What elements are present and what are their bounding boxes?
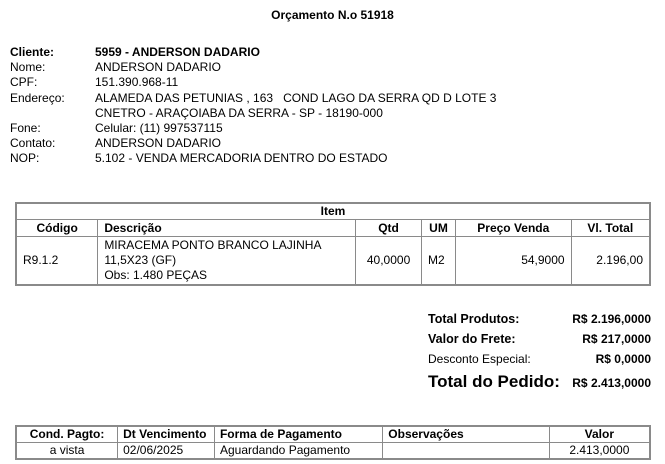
cpf-row [10,75,496,90]
table-row [16,443,650,460]
name-row [10,60,496,75]
phone-label: Fone: [10,120,41,135]
nop-value: 5.102 - VENDA MERCADORIA DENTRO DO ESTADO [95,151,388,166]
item-price: 54,9000 [456,237,572,286]
order-total-label: Total do Pedido: [428,372,560,391]
address-label-empty [10,106,95,121]
totals-block [428,312,651,392]
items-caption-row [16,203,650,220]
phone-value: Celular: (11) 997537115 [95,120,223,135]
header-code: Código [16,220,98,237]
freight-label: Valor do Frete: [428,332,516,346]
cpf-label: CPF: [10,75,38,90]
item-description-line1: MIRACEMA PONTO BRANCO LAJINHA [104,238,322,252]
address-row [10,91,496,106]
item-total: 2.196,00 [571,237,650,286]
discount-row [428,352,651,372]
header-price: Preço Venda [456,220,572,237]
cpf-value: 151.390.968-11 [95,75,179,90]
payment-table [15,425,651,460]
payment-condition: a vista [16,443,118,460]
total-products-row [428,312,651,332]
client-info [10,45,496,167]
payment-method: Aguardando Pagamento [214,443,382,460]
address-value-line2: CNETRO - ARAÇOIABA DA SERRA - SP - 18190-000 [95,105,383,120]
item-code: R9.1.2 [16,237,98,286]
payment-notes [383,443,549,460]
header-notes: Observações [383,426,549,443]
item-description [98,237,356,286]
name-label: Nome: [10,60,46,75]
header-method: Forma de Pagamento [214,426,382,443]
order-total-value: R$ 2.413,0000 [572,376,651,390]
header-amount: Valor [549,426,650,443]
order-total-row [428,372,651,392]
address-value-line1: ALAMEDA DAS PETUNIAS , 163 COND LAGO DA SERRA QD D LOTE 3 [95,90,497,105]
total-products-label: Total Produtos: [428,312,520,326]
client-value: 5959 - ANDERSON DADARIO [95,45,260,59]
name-value: ANDERSON DADARIO [95,60,222,75]
nop-label: NOP: [10,151,40,166]
header-condition: Cond. Pagto: [16,426,118,443]
item-obs: Obs: 1.480 PEÇAS [104,268,208,282]
header-qty: Qtd [356,220,422,237]
item-unit: M2 [422,237,456,286]
document-title: Orçamento N.o 51918 [271,8,394,22]
header-due-date: Dt Vencimento [118,426,215,443]
freight-row [428,332,651,352]
items-caption: Item [16,203,650,220]
header-total: Vl. Total [571,220,650,237]
payment-amount: 2.413,0000 [549,443,650,460]
address-label: Endereço: [10,90,65,105]
client-row [10,45,496,60]
total-products-value: R$ 2.196,0000 [572,312,651,326]
phone-row [10,121,496,136]
contact-value: ANDERSON DADARIO [95,136,222,151]
item-qty: 40,0000 [356,237,422,286]
item-description-line2: 11,5X23 (GF) [104,253,177,267]
header-description: Descrição [98,220,356,237]
contact-row [10,136,496,151]
discount-value: R$ 0,0000 [595,352,651,366]
items-table [15,202,651,286]
payment-due-date: 02/06/2025 [118,443,215,460]
contact-label: Contato: [10,136,56,151]
items-header-row [16,220,650,237]
header-unit: UM [422,220,456,237]
client-label: Cliente: [10,45,55,59]
table-row [16,237,650,286]
discount-label: Desconto Especial: [428,352,531,366]
freight-value: R$ 217,0000 [582,332,651,346]
payment-header-row [16,426,650,443]
address-row-2 [10,106,496,121]
nop-row [10,151,496,166]
